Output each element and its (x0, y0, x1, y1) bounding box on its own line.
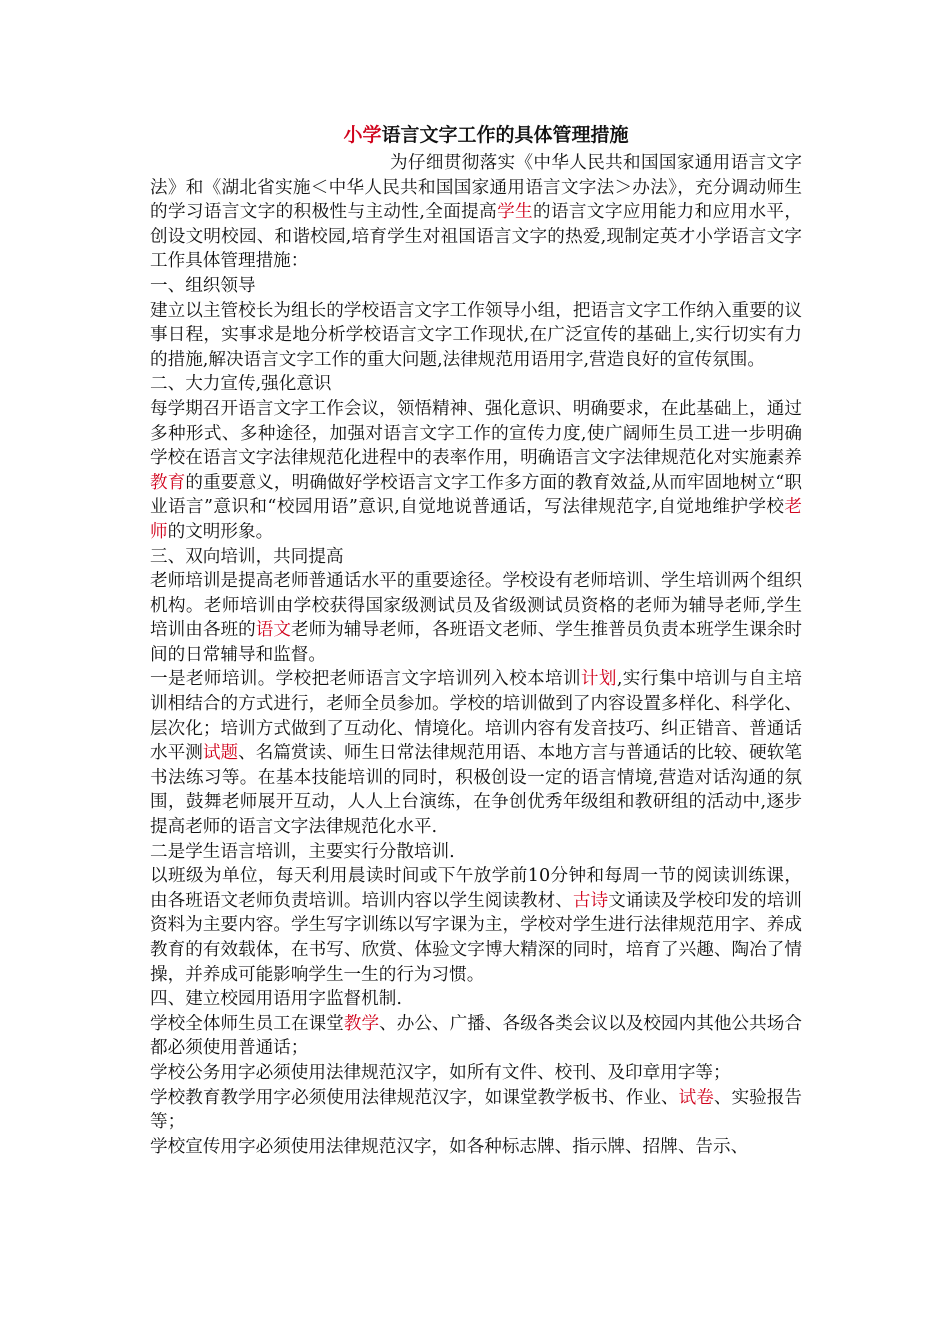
paragraph-text: 文诵读及学校印发的培训资料为主要内容。学生写字训练以写字课为主，学校对学生进行法律规范用字、养成教育的有效载体，在书写、欣赏、体验文字博大精深的同时，培育了兴趣、陶冶了情操，并养成可能影响学生一生的行为习惯。 (150, 890, 802, 985)
paragraph-text: 每学期召开语言文字工作会议，领悟精神、强化意识、明确要求，在此基础上，通过多种形式、多种途径，加强对语言文字工作的宣传力度,使广阔师生员工进一步明确学校在语言文字法律规范化进程中的表率作用，明确语言文字法律规范化对实施素养 (150, 398, 802, 469)
highlighted-link-text[interactable]: 试题 (202, 743, 239, 764)
highlighted-link-text[interactable]: 老师 (150, 497, 802, 542)
paragraph-text: 四、建立校园用语用字监督机制. (150, 989, 402, 1010)
paragraph-text: 学校宣传用字必须使用法律规范汉字，如各种标志牌、指示牌、招牌、告示、 (150, 1136, 749, 1157)
paragraph-text: 三、双向培训，共同提高 (150, 546, 344, 567)
paragraph-text: 、办公、广播、各级各类会议以及校园内其他公共场合都必须使用普通话； (150, 1013, 802, 1059)
highlighted-link-text[interactable]: 学生 (497, 202, 534, 223)
paragraph-text: 的语言文字应用能力和应用水平，创设文明校园、和谐校园,培育学生对祖国语言文字的热爱,现制定英才小学语言文字工作具体管理措施： (150, 202, 802, 272)
paragraph-text: 学校公务用字必须使用法律规范汉字，如所有文件、校刊、及印章用字等； (150, 1062, 731, 1083)
paragraph-text: 二是学生语言培训，主要实行分散培训. (150, 841, 455, 862)
paragraph (150, 667, 802, 839)
paragraph (150, 987, 802, 1012)
paragraph-text: 、实验报告等； (150, 1087, 802, 1133)
paragraph-text: 的重要意义，明确做好学校语言文字工作多方面的教育效益,从而牢固地树立“职业语言”意识和“校园用语”意识,自觉地说普通话，写法律规范字,自觉地维护学校 (150, 472, 802, 518)
paragraph-text: 以班级为单位，每天利用晨读时间或下午放学前10分钟和每周一节的阅读训练课，由各班语文老师负责培训。培训内容以学生阅读教材、 (150, 866, 802, 911)
paragraph (150, 545, 802, 570)
paragraph (150, 397, 802, 545)
paragraph-text: 一是老师培训。学校把老师语言文字培训列入校本培训 (150, 669, 581, 690)
paragraph-text: 学校全体师生员工在课堂 (150, 1013, 344, 1034)
highlighted-link-text[interactable]: 教育 (150, 472, 186, 493)
document-body (150, 151, 802, 1159)
document-page (150, 121, 802, 1159)
paragraph-text: 的文明形象。 (167, 521, 274, 542)
title-text: 语言文字工作的具体管理措施 (381, 124, 629, 146)
title-highlight: 小学 (343, 124, 382, 146)
paragraph (150, 274, 802, 299)
paragraph (150, 372, 802, 397)
paragraph (150, 299, 802, 373)
paragraph-text: 二、大力宣传,强化意识 (150, 374, 332, 395)
paragraph-text: ,实行集中培训与自主培训相结合的方式进行，老师全员参加。学校的培训做到了内容设置多样化、科学化、层次化；培训方式做到了互动化、情境化。培训内容有发音技巧、纠正错音、普通话水平测 (150, 669, 802, 764)
paragraph-text: 为仔细贯彻落实《中华人民共和国国家通用语言文字法》和《湖北省实施＜中华人民共和国国家通用语言文字法＞办法》，充分调动师生的学习语言文字的积极性与主动性,全面提高 (150, 153, 802, 223)
paragraph-text: 老师培训是提高老师普通话水平的重要途径。学校设有老师培训、学生培训两个组织机构。老师培训由学校获得国家级测试员及省级测试员资格的老师为辅导老师,学生培训由各班的 (150, 571, 802, 641)
paragraph-text: 建立以主管校长为组长的学校语言文字工作领导小组，把语言文字工作纳入重要的议事日程，实事求是地分析学校语言文字工作现状,在广泛宣传的基础上,实行切实有力的措施,解决语言文字工作的重大问题,法律规范用语用字,营造良好的宣传氛围。 (150, 300, 802, 370)
paragraph (150, 1061, 802, 1086)
paragraph-text: 一、组织领导 (150, 275, 256, 296)
paragraph (150, 151, 802, 274)
paragraph (150, 569, 802, 667)
paragraph (150, 1135, 802, 1160)
paragraph (150, 1086, 802, 1135)
document-title (150, 121, 802, 149)
highlighted-link-text[interactable]: 试卷 (678, 1087, 714, 1108)
paragraph-text: 老师为辅导老师，各班语文老师、学生推普员负责本班学生课余时间的日常辅导和监督。 (150, 620, 802, 665)
paragraph (150, 864, 802, 987)
highlighted-link-text[interactable]: 计划 (580, 669, 617, 690)
highlighted-link-text[interactable]: 教学 (343, 1013, 380, 1034)
highlighted-link-text[interactable]: 语文 (255, 620, 291, 641)
paragraph-text: 学校教育教学用字必须使用法律规范汉字，如课堂教学板书、作业、 (150, 1087, 679, 1108)
highlighted-link-text[interactable]: 古诗 (572, 890, 609, 911)
paragraph (150, 840, 802, 865)
paragraph-text: 、名篇赏读、师生日常法律规范用语、本地方言与普通话的比较、硬软笔书法练习等。在基本技能培训的同时，积极创设一定的语言情境,营造对话沟通的氛围，鼓舞老师展开互动，人人上台演练，在争创优秀年级组和教研组的活动中,逐步提高老师的语言文字法律规范化水平. (150, 743, 802, 838)
paragraph (150, 1012, 802, 1061)
